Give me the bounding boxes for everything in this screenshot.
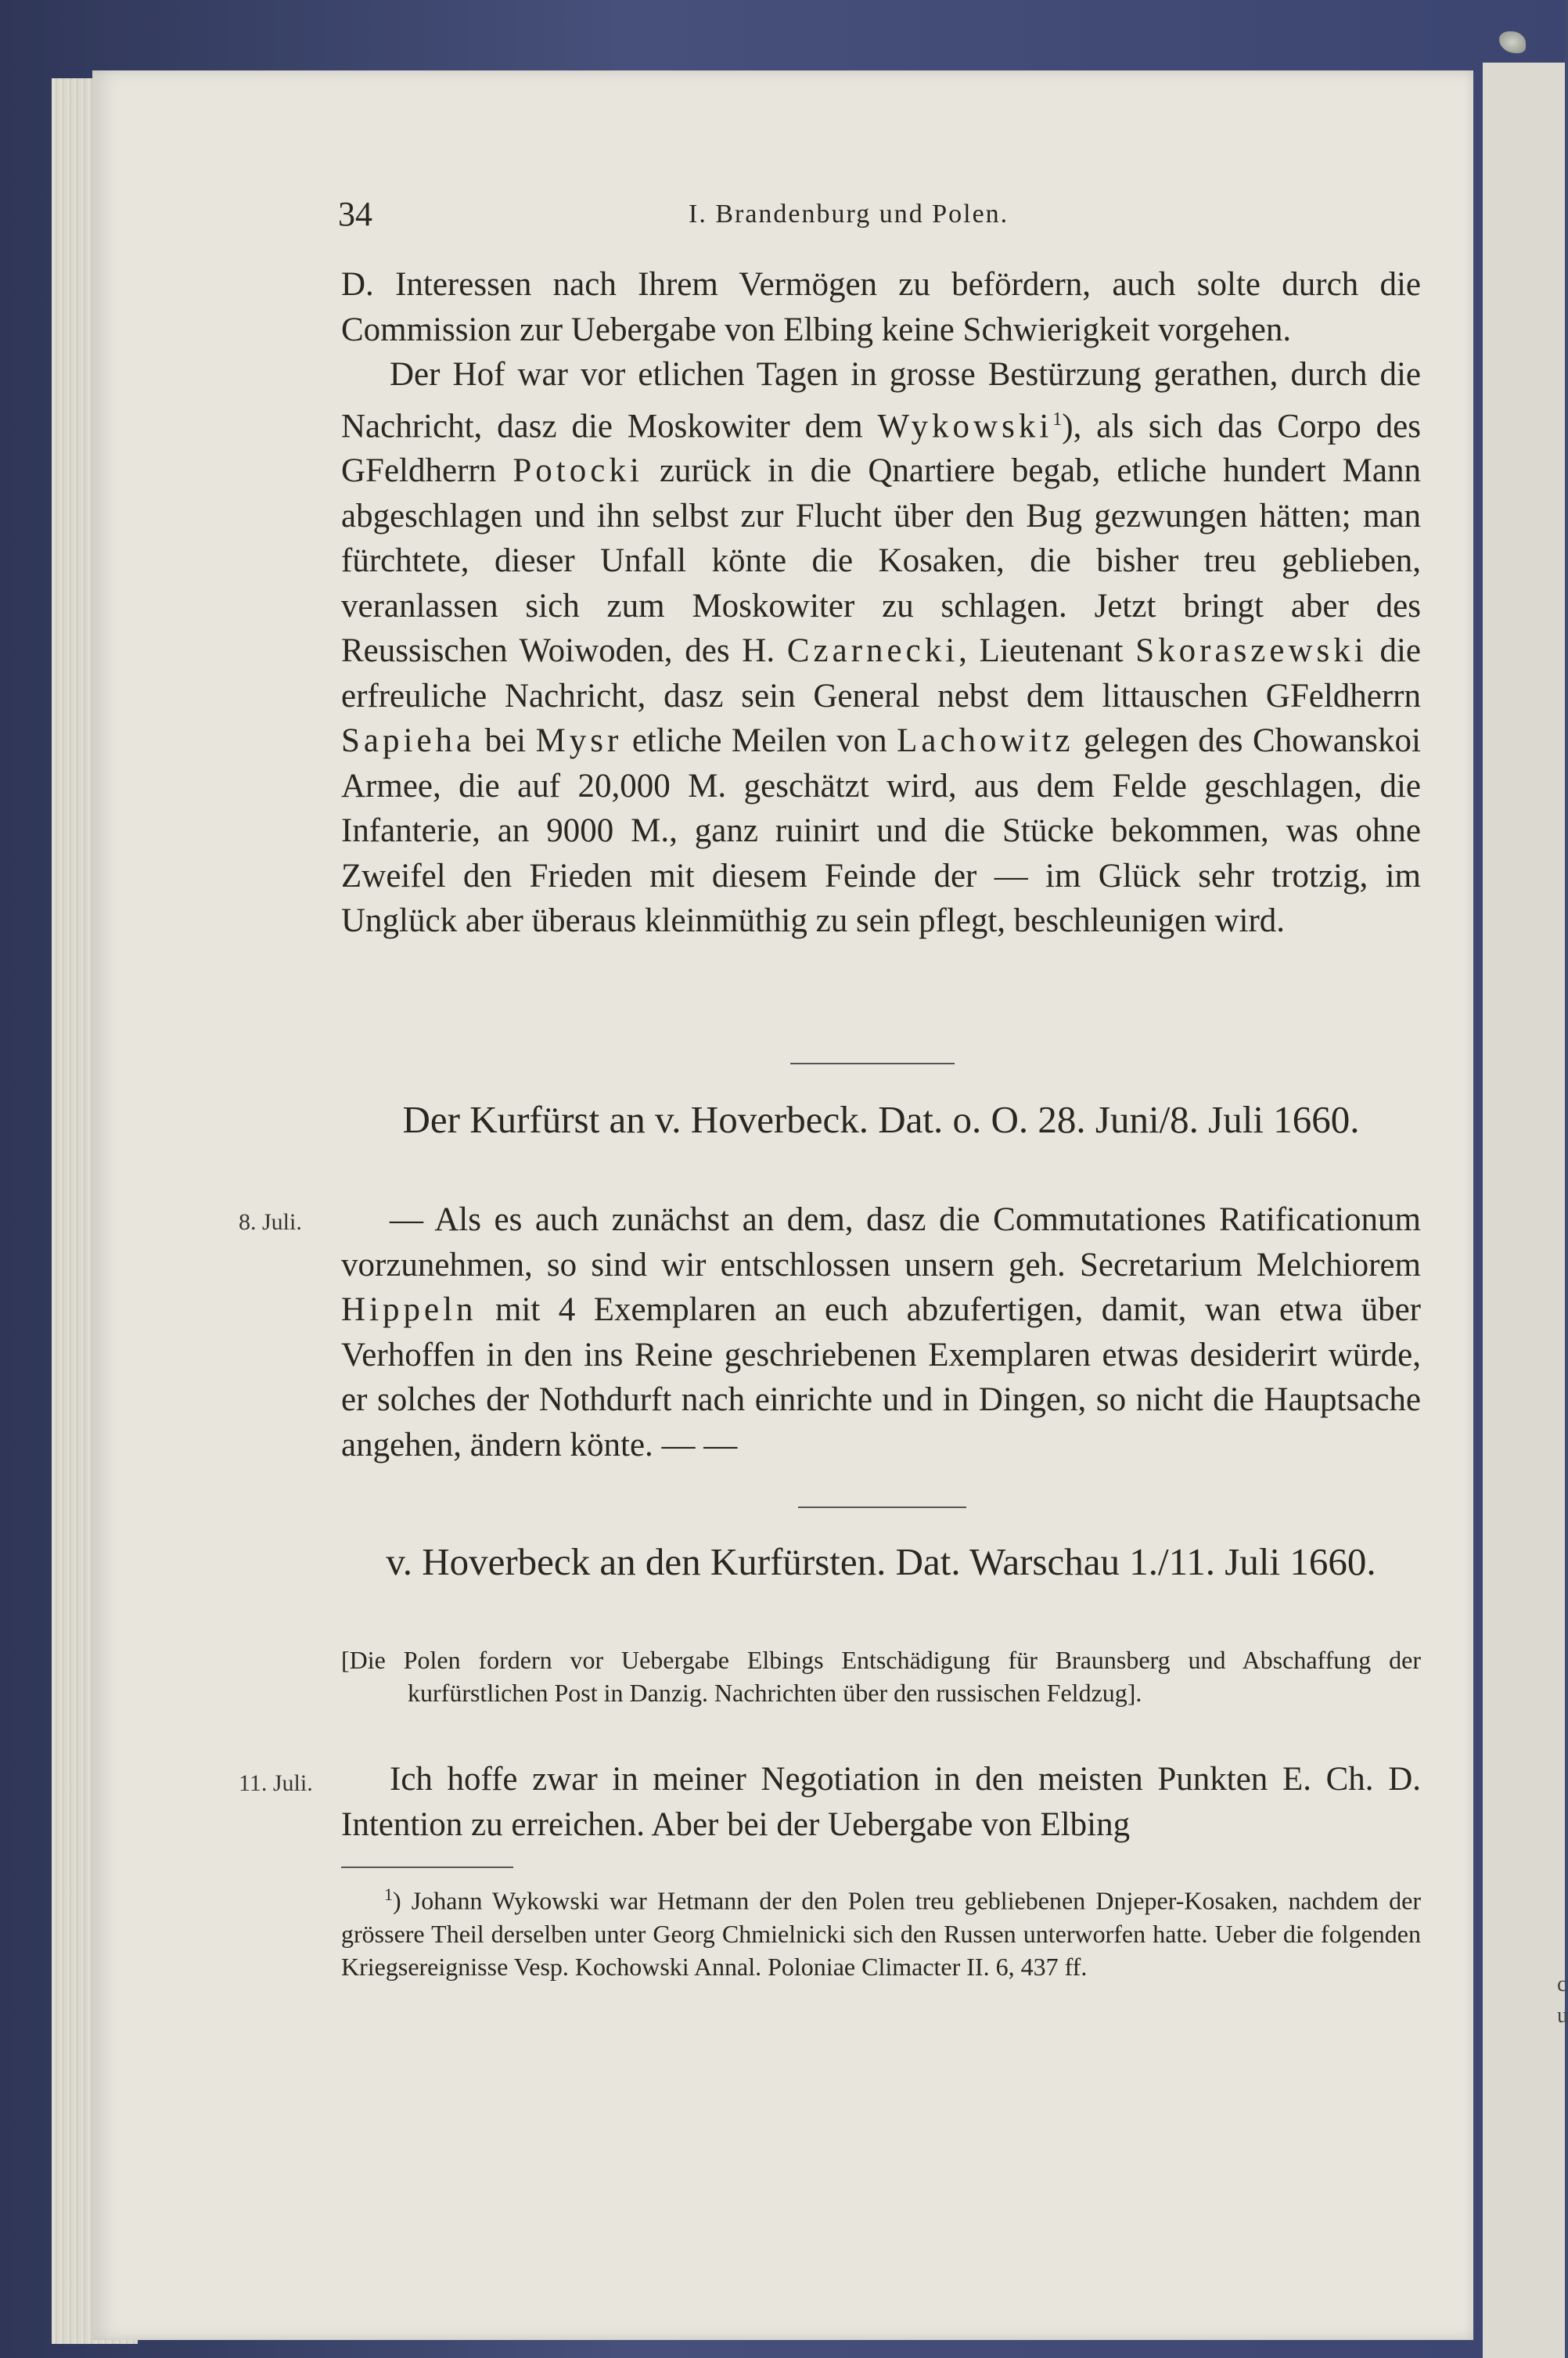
paragraph-ratification bbox=[341, 1197, 1421, 1467]
page-number: 34 bbox=[338, 195, 372, 233]
margin-date: 8. Juli. bbox=[239, 1209, 302, 1235]
para-text: zurück in die Qnartiere begab, etliche hundert Mann abgeschlagen und ihn selbst zur Flucht über den Bug gezwungen hätten; man fürchtete, dieser Unfall könte die Kosaken, die bisher treu geblieben, veranlassen sich zum Moskowiter zu schlagen. Jetzt bringt aber des Reussischen Woiwoden, des H. bbox=[341, 452, 1422, 670]
person-name: Wykowski bbox=[877, 407, 1053, 445]
para-text: bei bbox=[475, 722, 536, 760]
para-text: etliche Meilen von bbox=[622, 722, 897, 760]
section-summary bbox=[341, 1643, 1421, 1709]
adjacent-page-fragment: u bbox=[1557, 2003, 1568, 2028]
person-name: Czarnecki bbox=[786, 632, 959, 670]
paragraph-court-news bbox=[341, 352, 1421, 944]
paragraph-negotiation: Ich hoffe zwar in meiner Negotiation in den meisten Punkten E. Ch. D. Intention zu erreichen. Aber bei der Uebergabe von Elbing bbox=[341, 1761, 1421, 1843]
footnote-rule bbox=[341, 1867, 513, 1868]
footnote-marker: 1 bbox=[384, 1885, 393, 1904]
margin-date: 11. Juli. bbox=[239, 1770, 313, 1796]
place-name: Lachowitz bbox=[897, 722, 1074, 760]
section-heading-hoverbeck: v. Hoverbeck an den Kurfürsten. Dat. Warschau 1./11. Juli 1660. bbox=[386, 1540, 1376, 1583]
footnote-paragraph bbox=[341, 1878, 1421, 1983]
para-text: , Lieutenant bbox=[958, 632, 1136, 670]
para-text: — Als es auch zunächst an dem, dasz die Commutationes Ratificationum vorzunehmen, so sind wir entschlossen unsern geh. Secretarium Melchiorem bbox=[341, 1201, 1421, 1283]
running-head: I. Brandenburg und Polen. bbox=[689, 200, 1009, 229]
person-name: Skoraszewski bbox=[1135, 632, 1368, 670]
adjacent-page-fragment: c bbox=[1557, 1972, 1567, 1996]
person-name: Sapieha bbox=[341, 722, 476, 760]
footnote-reference: 1 bbox=[1052, 409, 1063, 430]
para-text: ), als sich das Corpo des GFeldherrn bbox=[341, 407, 1421, 490]
body-block-2 bbox=[341, 1197, 1421, 1467]
section-divider bbox=[798, 1507, 966, 1508]
para-text: Der Hof war vor etlichen Tagen in grosse Bestürzung gerathen, durch die Nachricht, dasz die Moskowiter dem bbox=[341, 356, 1421, 445]
para-text: die erfreuliche Nachricht, dasz sein General nebst dem littauschen GFeldherrn bbox=[341, 632, 1421, 715]
section-heading-kurfuerst: Der Kurfürst an v. Hoverbeck. Dat. o. O. 28. Juni/8. Juli 1660. bbox=[402, 1098, 1360, 1141]
person-name: Potocki bbox=[512, 452, 643, 490]
section-divider bbox=[790, 1063, 955, 1064]
body-block-3 bbox=[341, 1757, 1421, 1847]
para-text: gelegen des Chowanskoi Armee, die auf 20,000 M. geschätzt wird, aus dem Felde geschlagen, die Infanterie, an 9000 M., ganz ruinirt und die Stücke bekommen, was ohne Zweifel den Frieden mit diesem Feinde der — im Glück sehr trotzig, im Unglück aber überaus kleinmüthig zu sein pflegt, beschleunigen wird. bbox=[341, 722, 1421, 940]
place-name: Mysr bbox=[535, 722, 623, 760]
footnote bbox=[341, 1878, 1421, 1983]
summary-text: [Die Polen fordern vor Uebergabe Elbings Entschädigung für Braunsberg und Abschaffung der kurfürstlichen Post in Danzig. Nachrichten über den russischen Feldzug]. bbox=[341, 1646, 1421, 1707]
body-block-1 bbox=[341, 262, 1421, 944]
opening-paragraph: D. Interessen nach Ihrem Vermögen zu befördern, auch solte durch die Commission zur Uebergabe von Elbing keine Schwierigkeit vorgehen. bbox=[341, 266, 1421, 348]
footnote-text: ) Johann Wykowski war Hetmann der den Polen treu gebliebenen Dnjeper-Kosaken, nachdem der grössere Theil derselben unter Georg Chmielnicki sich den Russen unterworfen hatte. Ueber die folgenden Kriegsereignisse Vesp. Kochowski Annal. Poloniae Climacter II. 6, 437 ff. bbox=[341, 1886, 1421, 1981]
person-name: Hippeln bbox=[341, 1291, 477, 1328]
para-text: mit 4 Exemplaren an euch abzufertigen, damit, wan etwa über Verhoffen in den ins Reine geschriebenen Exemplaren etwas desiderirt würde, er solches der Nothdurft nach einrichte und in Dingen, so nicht die Hauptsache angehen, ändern könte. — — bbox=[341, 1291, 1421, 1463]
adjacent-page-edge bbox=[1483, 63, 1568, 2358]
